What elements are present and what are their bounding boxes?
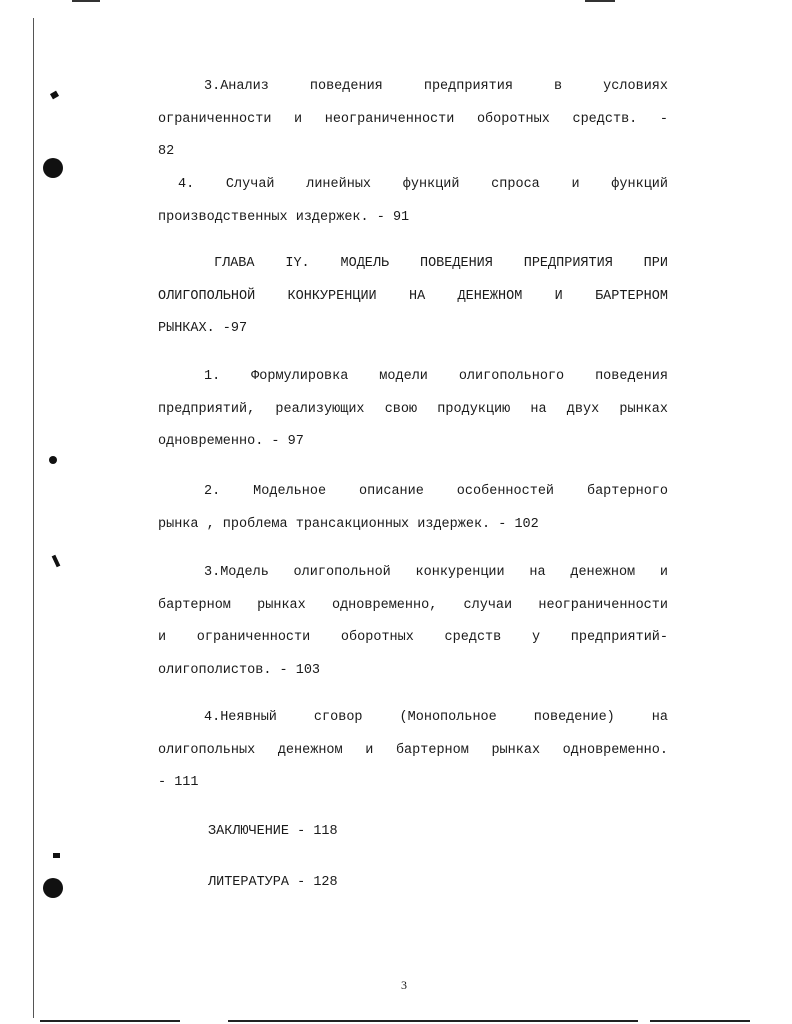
- toc-line: 82: [158, 144, 175, 159]
- toc-line: одновременно. - 97: [158, 434, 304, 449]
- scan-speck: [50, 91, 59, 100]
- scan-bottom-line: [228, 1020, 638, 1022]
- toc-entry: [158, 361, 668, 459]
- toc-line: 4.Неявный сговор (Монопольное поведение) на: [204, 710, 668, 725]
- toc-conclusion: ЗАКЛЮЧЕНИЕ - 118: [208, 824, 338, 839]
- toc-entry: [158, 476, 668, 541]
- toc-line: ограниченности и неограниченности оборотных средств. -: [158, 111, 668, 127]
- toc-entry: [158, 71, 668, 169]
- toc-line: и ограниченности оборотных средств у предприятий-: [158, 630, 668, 645]
- toc-entry: [158, 702, 668, 800]
- toc-line: ГЛАВА IY. МОДЕЛЬ ПОВЕДЕНИЯ ПРЕДПРИЯТИЯ ПРИ: [214, 256, 668, 271]
- toc-entry: [158, 169, 668, 234]
- scan-top-mark: [585, 0, 615, 2]
- page-number: 3: [401, 978, 407, 992]
- scan-margin-line: [33, 18, 34, 1018]
- toc-line: бартерном рынках одновременно, случаи неограниченности: [158, 597, 668, 613]
- toc-line: предприятий, реализующих свою продукцию на двух рынках: [158, 401, 668, 417]
- toc-entry: [158, 557, 668, 687]
- punch-hole: [43, 158, 63, 178]
- scan-bottom-line: [40, 1020, 180, 1022]
- scan-speck: [53, 853, 60, 858]
- toc-line: 1. Формулировка модели олигопольного поведения: [204, 369, 668, 384]
- toc-line: производственных издержек. - 91: [158, 209, 410, 225]
- toc-line: ОЛИГОПОЛЬНОЙ КОНКУРЕНЦИИ НА ДЕНЕЖНОМ И БАРТЕРНОМ: [158, 288, 668, 304]
- scan-top-mark: [72, 0, 100, 2]
- toc-line: РЫНКАХ. -97: [158, 321, 248, 336]
- toc-line: 4. Случай линейных функций спроса и функций: [178, 177, 668, 192]
- toc-line: 3.Модель олигопольной конкуренции на денежном и: [204, 565, 668, 580]
- toc-line: олигопольных денежном и бартерном рынках одновременно.: [158, 742, 668, 758]
- scan-speck: [49, 456, 57, 464]
- toc-line: рынка , проблема трансакционных издержек. - 102: [158, 516, 539, 532]
- punch-hole: [43, 878, 63, 898]
- toc-literature: ЛИТЕРАТУРА - 128: [208, 875, 338, 890]
- toc-line: олигополистов. - 103: [158, 662, 321, 678]
- toc-line: - 111: [158, 775, 199, 790]
- scan-bottom-line: [650, 1020, 750, 1022]
- toc-line: 3.Анализ поведения предприятия в условиях: [204, 79, 668, 94]
- scan-speck: [52, 555, 61, 568]
- chapter-heading: [158, 248, 668, 346]
- toc-line: 2. Модельное описание особенностей бартерного: [204, 484, 668, 499]
